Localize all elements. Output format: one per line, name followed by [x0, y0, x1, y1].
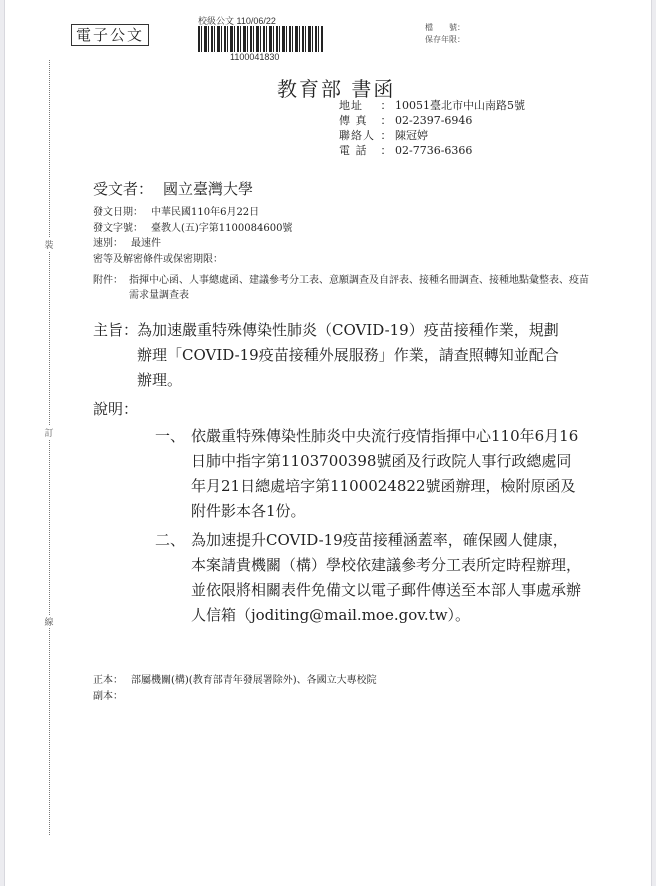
original-recipients: 正本： 部屬機關(構)(教育部青年發展署除外)、各國立大專校院	[93, 675, 377, 686]
barcode	[198, 26, 323, 52]
attachments: 附件： 指揮中心函、人事總處函、建議參考分工表、意願調查及自評表、接種名冊調查、接種地點彙整表、疫苗需求量調查表	[93, 275, 589, 301]
issue-date: 發文日期： 中華民國110年6月22日	[93, 207, 260, 218]
explanation-item-1: 一、 依嚴重特殊傳染性肺炎中央流行疫情指揮中心110年6月16日肺中指字第1103700398號函及行政院人事行政總處同年月21日總處培字第1100024822號函辦理，檢附原函及附件影本各1份。	[155, 427, 579, 520]
e-document-stamp: 電子公文	[71, 24, 149, 46]
meta-block	[93, 205, 292, 267]
binding-mark-xian: 線	[43, 615, 55, 628]
contact-phone: 電 話 ： 02-7736-6366	[339, 144, 473, 157]
document-number: 發文字號： 臺教人(五)字第1100084600號	[93, 222, 293, 234]
copy-recipients: 副本：	[93, 690, 123, 702]
file-number-label: 檔 號：	[425, 23, 465, 32]
explanation-item-2: 二、 為加速提升COVID-19疫苗接種涵蓋率，確保國人健康，本案請貴機關（構）學校依建議參考分工表所定時程辦理，並依限將相關表件免備文以電子郵件傳送至本部人事處承辦人信箱（joditing@mail.moe.gov.tw）。	[155, 531, 582, 624]
binding-mark-zhuang: 裝	[43, 238, 55, 251]
subject: 主旨： 為加速嚴重特殊傳染性肺炎（COVID-19）疫苗接種作業，規劃辦理「COVID-19疫苗接種外展服務」作業，請查照轉知並配合辦理。	[93, 321, 559, 389]
explanation-label: 說明：	[93, 400, 139, 418]
contact-address: 地址 ： 10051臺北市中山南路5號	[339, 99, 525, 112]
distribution	[93, 673, 377, 704]
barcode-number: 1100041830	[230, 52, 280, 62]
document-title: 教育部 書函	[277, 77, 396, 101]
recipient: 受文者： 國立臺灣大學	[93, 180, 254, 198]
retention-label: 保存年限：	[425, 35, 465, 44]
delivery-speed: 速別： 最速件	[93, 238, 161, 249]
binding-line	[49, 60, 50, 835]
secrecy-level: 密等及解密條件或保密期限：	[93, 253, 223, 265]
barcode-label: 校級公文 110/06/22	[198, 16, 276, 26]
contact-block	[339, 98, 525, 158]
binding-mark-ding: 訂	[43, 426, 55, 439]
document-page	[4, 0, 652, 886]
contact-fax: 傳 真 ： 02-2397-6946	[339, 114, 473, 127]
contact-person: 聯絡人 ： 陳冠婷	[339, 129, 428, 142]
file-meta	[425, 22, 465, 46]
